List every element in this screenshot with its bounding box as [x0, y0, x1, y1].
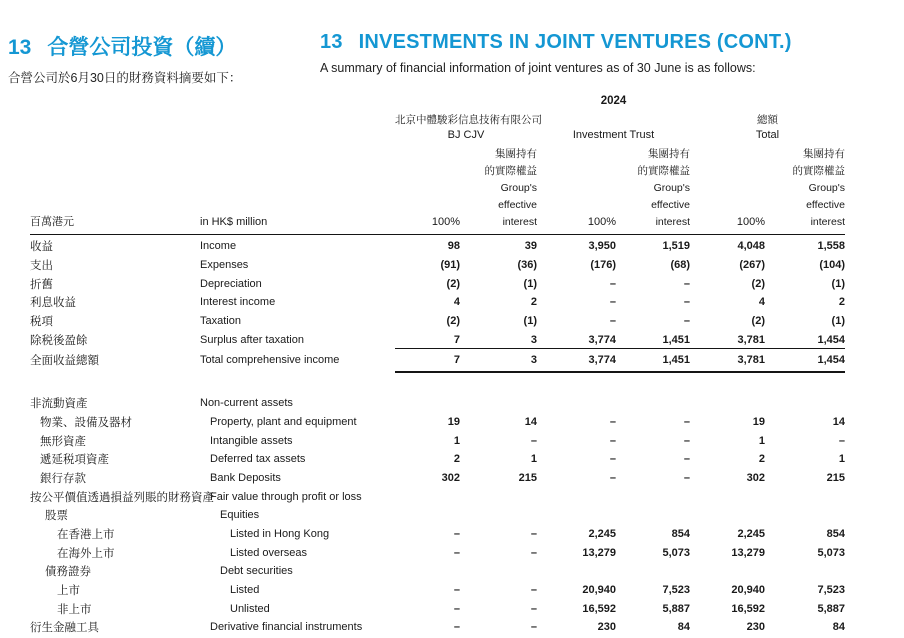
cell-value: – — [609, 415, 616, 428]
subcol-header-line: effective — [498, 199, 537, 212]
table-row — [30, 581, 845, 600]
row-label-en: Property, plant and equipment — [210, 415, 357, 428]
cell-value: (176) — [590, 259, 616, 272]
cell-value: – — [609, 315, 616, 328]
subcol-header-line: Group's — [500, 182, 537, 195]
row-label-zh: 全面收益總額 — [30, 355, 99, 368]
row-label-zh: 税項 — [30, 316, 53, 329]
section-number: 13 — [8, 36, 32, 59]
row-label-en: Taxation — [200, 315, 241, 328]
cell-value: 7,523 — [817, 584, 845, 597]
row-label-zh: 非上市 — [57, 603, 92, 616]
subcol-header-line: 集團持有 — [803, 148, 845, 160]
row-label-zh: 衍生金融工具 — [30, 622, 99, 635]
subcol-header-line: Group's — [653, 182, 690, 195]
cell-value: (1) — [831, 277, 845, 290]
group-header-zh-bjcjv: 北京中體駿彩信息技術有限公司 — [395, 114, 542, 126]
row-label-en: Bank Deposits — [210, 471, 281, 484]
row-label-en: Listed overseas — [230, 546, 308, 559]
section-spacer — [30, 370, 845, 394]
subcol-header-line: 集團持有 — [495, 148, 537, 160]
table-row — [30, 450, 845, 469]
cell-value: – — [530, 602, 537, 615]
row-label-zh: 在香港上市 — [57, 528, 115, 541]
table-row — [30, 487, 845, 506]
cell-value: 230 — [746, 621, 765, 634]
subcol-header-line: effective — [806, 199, 845, 212]
cell-value: 2 — [453, 453, 460, 466]
cell-value: 16,592 — [582, 602, 616, 615]
cell-value: 1,454 — [817, 354, 845, 367]
subcol-header-100pct: 100% — [431, 216, 460, 228]
cell-value: – — [530, 584, 537, 597]
cell-value: 2 — [530, 296, 537, 309]
table-row — [30, 431, 845, 450]
cell-value: 1,451 — [662, 354, 690, 367]
cell-value: (1) — [831, 315, 845, 328]
cell-value: 854 — [826, 527, 845, 540]
cell-value: 1 — [453, 434, 460, 447]
table-row — [30, 237, 845, 256]
subcol-header-effective-interest — [460, 146, 537, 231]
cell-value: 1,558 — [817, 240, 845, 253]
row-label-zh: 遞延税項資產 — [40, 454, 109, 467]
cell-value: – — [453, 584, 460, 597]
row-label-zh: 利息收益 — [30, 297, 76, 310]
cell-value: 2,245 — [737, 527, 765, 540]
row-label-zh: 債務證券 — [45, 566, 91, 579]
cell-value: 3 — [530, 354, 537, 367]
cell-value: – — [530, 434, 537, 447]
table-row — [30, 469, 845, 488]
cell-value: (2) — [446, 315, 460, 328]
cell-value: 13,279 — [731, 546, 765, 559]
cell-value: 230 — [597, 621, 616, 634]
subcol-header-line: Group's — [808, 182, 845, 195]
cell-value: (36) — [517, 259, 537, 272]
row-label-en: Surplus after taxation — [200, 333, 304, 346]
group-header-en-bjcjv: BJ CJV — [447, 129, 485, 141]
section-header-en — [320, 31, 898, 75]
table-row — [30, 506, 845, 525]
cell-value: – — [683, 415, 690, 428]
cell-value: 5,073 — [662, 546, 690, 559]
cell-value: 19 — [752, 415, 765, 428]
year-header: 2024 — [600, 95, 627, 107]
group-header-zh-total: 總額 — [757, 114, 778, 126]
cell-value: – — [683, 434, 690, 447]
section-number-en: 13 — [320, 31, 343, 53]
row-label-en: Unlisted — [230, 602, 270, 615]
cell-value: 7 — [453, 354, 460, 367]
cell-value: 215 — [826, 471, 845, 484]
row-label-zh: 無形資產 — [40, 435, 86, 448]
group-header-en-total: Total — [755, 129, 780, 141]
table-body — [30, 237, 845, 637]
cell-value: – — [609, 471, 616, 484]
table-row — [30, 599, 845, 618]
cell-value: 5,887 — [817, 602, 845, 615]
row-label-zh: 收益 — [30, 241, 53, 254]
row-label-en: Debt securities — [220, 565, 293, 578]
group-header-en-investment-trust: Investment Trust — [572, 129, 655, 141]
table-row — [30, 413, 845, 432]
cell-value: 2 — [838, 296, 845, 309]
cell-value: – — [609, 277, 616, 290]
cell-value: 2 — [758, 453, 765, 466]
row-label-en: Listed in Hong Kong — [230, 527, 330, 540]
row-label-zh: 非流動資產 — [30, 398, 88, 411]
cell-value: 4,048 — [737, 240, 765, 253]
row-label-zh: 銀行存款 — [40, 472, 86, 485]
cell-value: 13,279 — [582, 546, 616, 559]
page-title-zh-text: 合營公司投資（續） — [47, 36, 237, 59]
cell-value: 3,781 — [737, 333, 765, 346]
cell-value: (2) — [751, 277, 765, 290]
cell-value: (267) — [739, 259, 765, 272]
cell-value: 2,245 — [588, 527, 616, 540]
subcol-header-line: interest — [502, 216, 537, 229]
cell-value: – — [530, 546, 537, 559]
cell-value: (91) — [440, 259, 460, 272]
row-label-zh: 上市 — [57, 585, 80, 598]
cell-value: 14 — [524, 415, 537, 428]
cell-value: – — [609, 434, 616, 447]
cell-value: – — [453, 527, 460, 540]
table-row — [30, 525, 845, 544]
subcol-header-effective-interest — [616, 146, 690, 231]
subcol-header-line: interest — [810, 216, 845, 229]
page-title-en-text: INVESTMENTS IN JOINT VENTURES (CONT.) — [358, 31, 792, 53]
cell-value: 84 — [832, 621, 845, 634]
row-label-zh: 除税後盈餘 — [30, 334, 88, 347]
subcol-header-line: 的實際權益 — [484, 165, 537, 178]
table-row — [30, 543, 845, 562]
cell-value: 1,454 — [817, 333, 845, 346]
cell-value: 84 — [677, 621, 690, 634]
table-row — [30, 256, 845, 275]
page-title-zh — [8, 31, 308, 61]
cell-value: 14 — [832, 415, 845, 428]
subcol-header-line: 的實際權益 — [637, 165, 690, 178]
financial-table — [30, 94, 845, 637]
cell-value: 7,523 — [662, 584, 690, 597]
unit-label-zh: 百萬港元 — [30, 216, 74, 228]
cell-value: 1,519 — [662, 240, 690, 253]
page-title-en — [320, 31, 898, 54]
table-row — [30, 618, 845, 637]
subcol-header-line: effective — [651, 199, 690, 212]
row-label-en: Expenses — [200, 259, 249, 272]
subcol-header-100pct: 100% — [736, 216, 765, 228]
row-label-en: Derivative financial instruments — [210, 621, 363, 634]
page-subtitle-en: A summary of financial information of joint ventures as of 30 June is as follows: — [320, 61, 756, 75]
cell-value: (1) — [523, 315, 537, 328]
subcol-header-line: 的實際權益 — [792, 165, 845, 178]
row-label-en: Intangible assets — [210, 434, 293, 447]
cell-value: (2) — [751, 315, 765, 328]
cell-value: 1 — [758, 434, 765, 447]
row-label-zh: 股票 — [45, 510, 68, 523]
cell-value: 98 — [447, 240, 460, 253]
page-subtitle-zh: 合營公司於6月30日的財務資料摘要如下： — [8, 71, 242, 85]
cell-value: – — [453, 546, 460, 559]
cell-value: 1 — [838, 453, 845, 466]
row-label-en: Depreciation — [200, 277, 262, 290]
cell-value: 1 — [530, 453, 537, 466]
cell-value: – — [683, 277, 690, 290]
row-label-en: Fair value through profit or loss — [210, 490, 362, 503]
row-label-zh: 在海外上市 — [57, 547, 115, 560]
table-row — [30, 312, 845, 331]
cell-value: 1,451 — [662, 333, 690, 346]
cell-value: 3,774 — [588, 333, 616, 346]
cell-value: 3,774 — [588, 354, 616, 367]
row-label-en: Listed — [230, 584, 260, 597]
cell-value: 5,073 — [817, 546, 845, 559]
cell-value: (104) — [819, 259, 845, 272]
cell-value: – — [609, 296, 616, 309]
cell-value: – — [609, 453, 616, 466]
table-row — [30, 330, 845, 349]
cell-value: 20,940 — [731, 584, 765, 597]
subcol-header-100pct: 100% — [587, 216, 616, 228]
cell-value: – — [838, 434, 845, 447]
cell-value: 3 — [530, 333, 537, 346]
row-label-en: Deferred tax assets — [210, 453, 306, 466]
row-label-en: Total comprehensive income — [200, 354, 340, 367]
cell-value: 3,950 — [588, 240, 616, 253]
cell-value: 16,592 — [731, 602, 765, 615]
subcol-header-line: interest — [655, 216, 690, 229]
row-label-zh: 支出 — [30, 260, 53, 273]
cell-value: 39 — [524, 240, 537, 253]
subcol-header-line: 集團持有 — [648, 148, 690, 160]
cell-value: (68) — [670, 259, 690, 272]
cell-value: 5,887 — [662, 602, 690, 615]
subcol-header-effective-interest — [765, 146, 845, 231]
table-row — [30, 562, 845, 581]
cell-value: 7 — [453, 333, 460, 346]
row-label-zh: 按公平價值透過損益列賬的財務資產 — [30, 491, 214, 504]
row-label-zh: 折舊 — [30, 278, 53, 291]
table-row — [30, 351, 845, 370]
row-label-en: Income — [200, 240, 237, 253]
cell-value: 302 — [441, 471, 460, 484]
table-row — [30, 274, 845, 293]
row-label-en: Interest income — [200, 296, 276, 309]
table-row — [30, 293, 845, 312]
unit-label-en: in HK$ million — [200, 216, 268, 228]
cell-value: (1) — [523, 277, 537, 290]
cell-value: 4 — [758, 296, 765, 309]
cell-value: – — [453, 602, 460, 615]
table-header — [30, 94, 845, 235]
cell-value: 215 — [518, 471, 537, 484]
cell-value: – — [530, 527, 537, 540]
row-label-zh: 物業、設備及器材 — [40, 416, 132, 429]
cell-value: 302 — [746, 471, 765, 484]
cell-value: – — [683, 453, 690, 466]
cell-value: 20,940 — [582, 584, 616, 597]
row-label-en: Non-current assets — [200, 397, 293, 410]
row-label-en: Equities — [220, 509, 260, 522]
cell-value: – — [453, 621, 460, 634]
section-header-zh — [8, 31, 308, 86]
cell-value: 19 — [447, 415, 460, 428]
cell-value: – — [683, 296, 690, 309]
cell-value: – — [683, 315, 690, 328]
cell-value: – — [683, 471, 690, 484]
cell-value: 4 — [453, 296, 460, 309]
cell-value: – — [530, 621, 537, 634]
cell-value: 3,781 — [737, 354, 765, 367]
cell-value: 854 — [671, 527, 690, 540]
cell-value: (2) — [446, 277, 460, 290]
table-row — [30, 394, 845, 413]
